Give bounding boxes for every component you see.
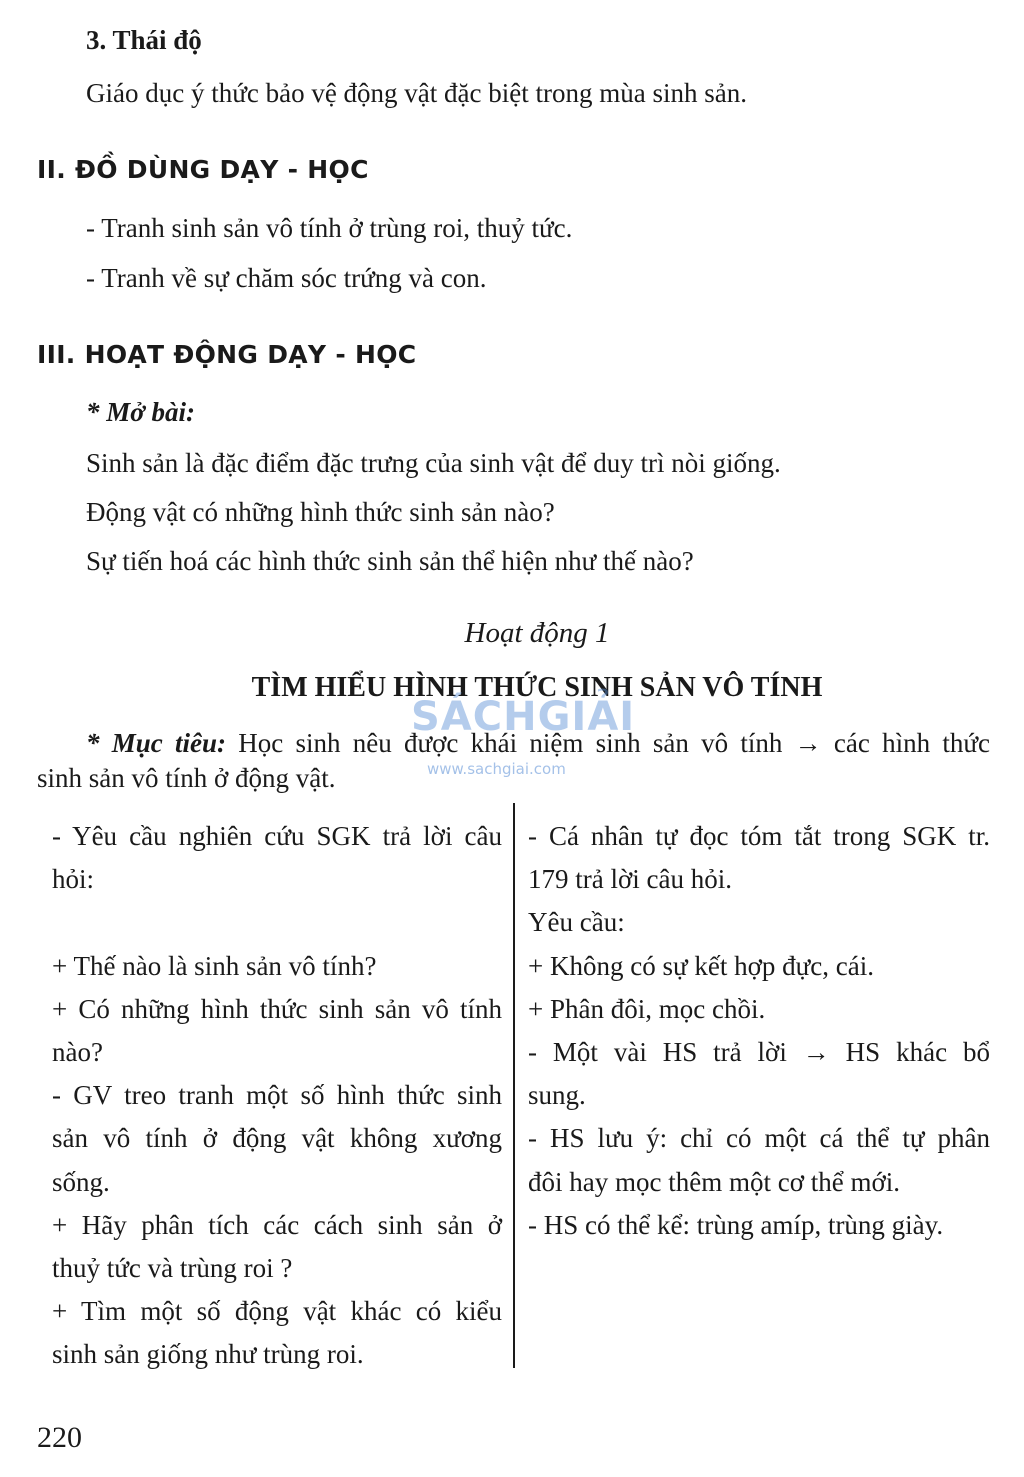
thai-do-heading: 3. Thái độ	[86, 25, 202, 55]
teacher-line: sống.	[52, 1166, 110, 1197]
teacher-column	[52, 815, 502, 1376]
student-line: + Phân đôi, mọc chồi.	[528, 993, 766, 1024]
mo-bai-line: Sinh sản là đặc điểm đặc trưng của sinh vật để duy trì nòi giống.	[86, 448, 781, 478]
student-line: 179 trả lời câu hỏi.	[528, 864, 732, 895]
teacher-line: - Yêu cầu nghiên cứu SGK trả lời câu	[52, 821, 502, 851]
teacher-line: + Hãy phân tích các cách sinh sản ở	[52, 1209, 502, 1240]
section-3-title: III. HOẠT ĐỘNG DẠY - HỌC	[37, 340, 417, 369]
watermark-logo: SÁCHGIẢI	[411, 694, 636, 740]
muc-tieu-line-2: sinh sản vô tính ở động vật.	[37, 763, 336, 793]
section-2-item: - Tranh sinh sản vô tính ở trùng roi, thuỷ tức.	[86, 213, 573, 243]
student-line: đôi hay mọc thêm một cơ thể mới.	[528, 1166, 900, 1197]
thai-do-paragraph: Giáo dục ý thức bảo vệ động vật đặc biệt trong mùa sinh sản.	[86, 78, 747, 108]
teacher-line: thuỷ tức và trùng roi ?	[52, 1252, 293, 1283]
muc-tieu-label: * Mục tiêu:	[86, 728, 227, 758]
mo-bai-line: Động vật có những hình thức sinh sản nào?	[86, 497, 555, 527]
student-line: - HS có thể kể: trùng amíp, trùng giày.	[528, 1209, 944, 1240]
section-2-item: - Tranh về sự chăm sóc trứng và con.	[86, 263, 487, 293]
section-2-title: II. ĐỒ DÙNG DẠY - HỌC	[37, 155, 369, 184]
activity-title: Hoạt động 1	[464, 617, 610, 649]
student-line: - Một vài HS trả lời → HS khác bổ	[528, 1036, 990, 1067]
mo-bai-label: * Mở bài:	[86, 397, 195, 427]
watermark-url: www.sachgiai.com	[427, 760, 566, 778]
student-column	[528, 815, 990, 1247]
muc-tieu-line-1	[86, 727, 990, 759]
teacher-line: hỏi:	[52, 864, 95, 895]
student-line: - Cá nhân tự đọc tóm tắt trong SGK tr.	[528, 821, 990, 851]
student-line: - HS lưu ý: chỉ có một cá thể tự phân	[528, 1123, 990, 1154]
teacher-line	[52, 901, 502, 944]
mo-bai-line: Sự tiến hoá các hình thức sinh sản thể hiện như thế nào?	[86, 546, 694, 576]
teacher-line: nào?	[52, 1036, 103, 1067]
teacher-line: sản vô tính ở động vật không xương	[52, 1123, 502, 1154]
activity-subtitle: TÌM HIỂU HÌNH THỨC SINH SẢN VÔ TÍNH	[251, 672, 823, 703]
muc-tieu-text: Học sinh nêu được khái niệm sinh sản vô tính → các hình thức	[238, 728, 990, 758]
page-number: 220	[37, 1421, 82, 1454]
teacher-line: - GV treo tranh một số hình thức sinh	[52, 1080, 502, 1111]
teacher-line: + Thế nào là sinh sản vô tính?	[52, 950, 377, 981]
student-line: Yêu cầu:	[528, 907, 625, 938]
teacher-line: sinh sản giống như trùng roi.	[52, 1339, 364, 1370]
teacher-line: + Tìm một số động vật khác có kiểu	[52, 1296, 502, 1327]
student-line: + Không có sự kết hợp đực, cái.	[528, 950, 874, 981]
student-line: sung.	[528, 1080, 586, 1111]
column-divider	[513, 803, 515, 1368]
teacher-line: + Có những hình thức sinh sản vô tính	[52, 993, 502, 1024]
